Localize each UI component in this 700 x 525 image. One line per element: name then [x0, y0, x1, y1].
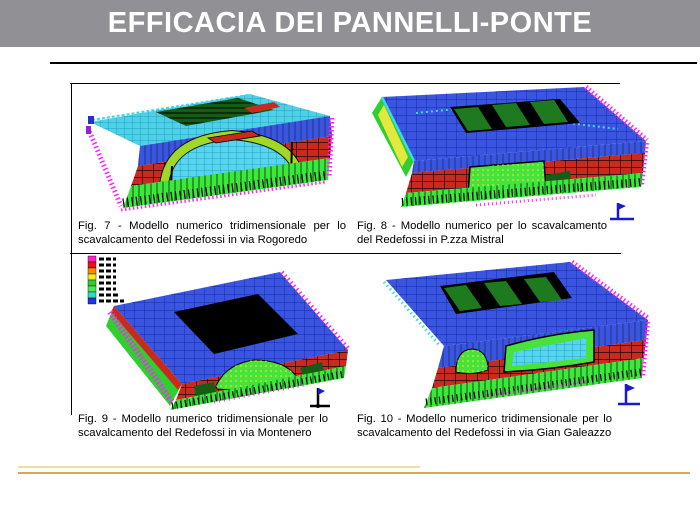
title-separator-line [50, 62, 697, 64]
fig10-model-image [356, 254, 656, 412]
bottom-decorative-line-light [18, 466, 420, 468]
slide-title: EFFICACIA DEI PANNELLI-PONTE [107, 7, 593, 39]
fig10-caption: Fig. 10 - Modello numerico tridimensionale per lo scavalcamento del Redefossi in via Gian Galeazzo [357, 413, 612, 439]
fig9-caption: Fig. 9 - Modello numerico tridimensionale per lo scavalcamento del Redefossi in via Montenero [78, 413, 328, 439]
fig9-contour-legend [88, 256, 124, 304]
fig7-caption: Fig. 7 - Modello numerico tridimensionale per lo scavalcamento del Redefossi in via Rogoredo [78, 220, 346, 246]
fig7-model-image [76, 86, 348, 222]
fig8-model-image [356, 83, 650, 223]
fig8-caption: Fig. 8 - Modello numerico per lo scavalcamento del Redefossi in P.zza Mistral [357, 220, 607, 246]
bottom-decorative-line-dark [18, 472, 690, 474]
title-banner [0, 0, 700, 47]
fig9-model-image [64, 254, 356, 412]
